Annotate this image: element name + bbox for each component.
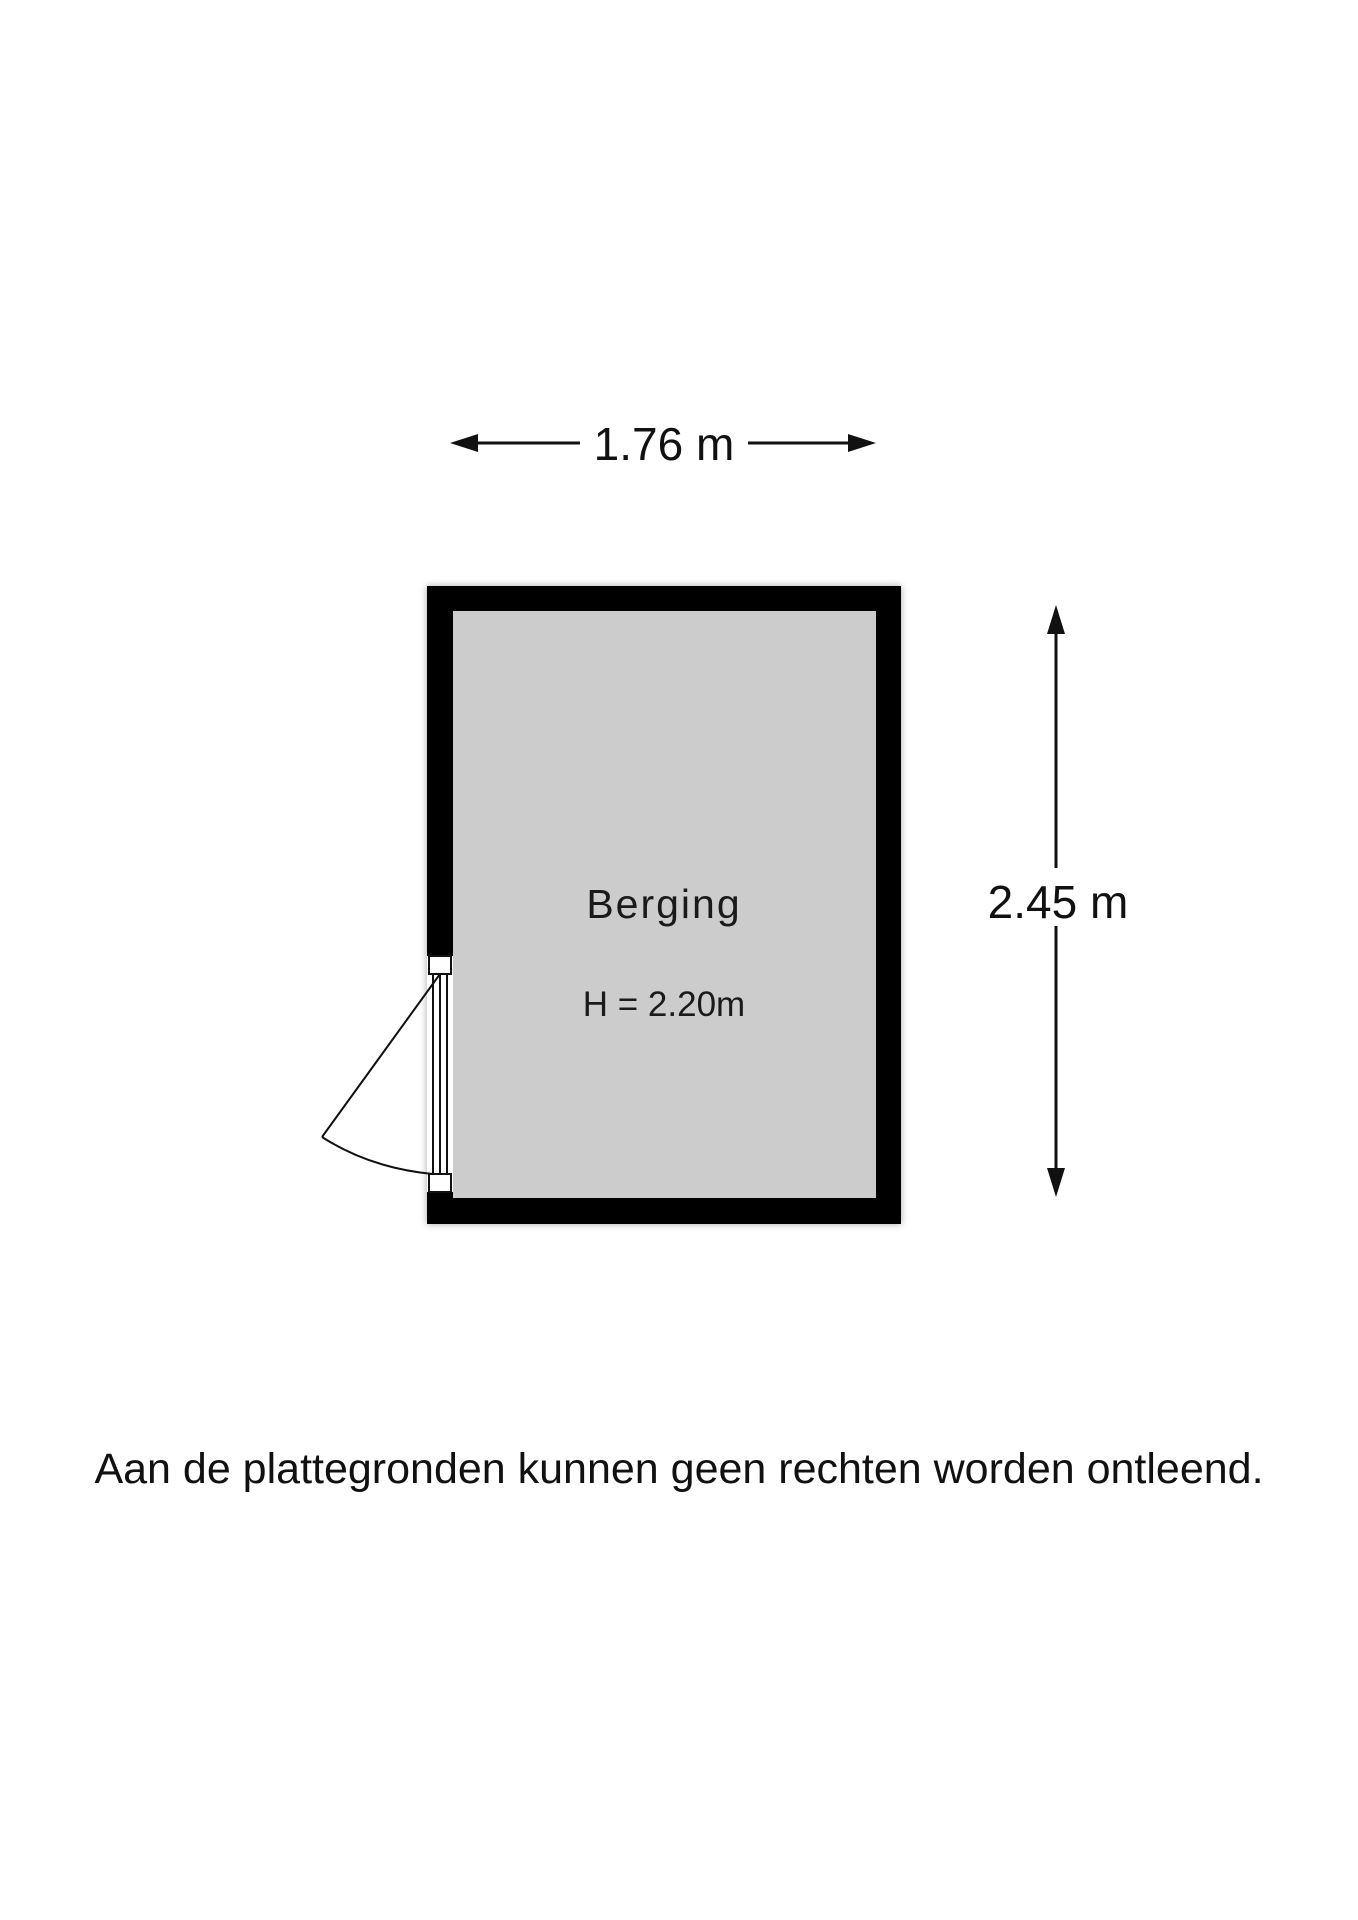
height-dimension-label: 2.45 m xyxy=(987,876,1129,928)
arrowhead-right-icon xyxy=(848,434,876,452)
arrowhead-up-icon xyxy=(1047,605,1065,634)
door-leaf xyxy=(322,974,440,1137)
room-berging xyxy=(427,586,901,1224)
arrowhead-left-icon xyxy=(450,434,478,452)
disclaimer-text: Aan de plattegronden kunnen geen rechten worden ontleend. xyxy=(94,1445,1264,1493)
room-height-label: H = 2.20m xyxy=(582,985,746,1024)
arrowhead-down-icon xyxy=(1047,1168,1065,1197)
height-dimension xyxy=(988,605,1129,1197)
width-dimension-label: 1.76 m xyxy=(593,418,735,470)
width-dimension xyxy=(450,418,876,470)
door xyxy=(322,956,453,1192)
room-name-label: Berging xyxy=(586,881,742,927)
door-swing-arc xyxy=(322,1137,433,1174)
door-jamb-top xyxy=(429,956,451,974)
door-jamb-bottom xyxy=(429,1174,451,1192)
